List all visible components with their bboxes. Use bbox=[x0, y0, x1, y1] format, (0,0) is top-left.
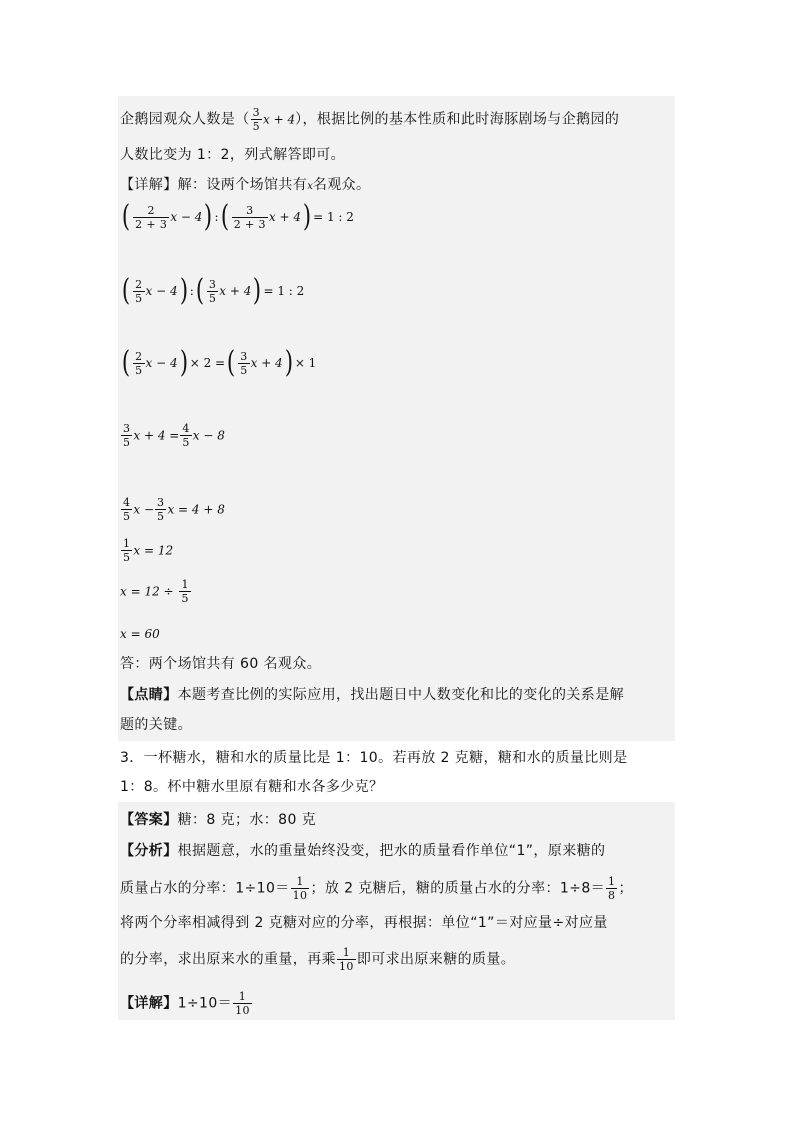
equation-8: x = 60 bbox=[120, 627, 160, 641]
solution-line-2: 人数比变为 1：2，列式解答即可。 bbox=[120, 147, 346, 163]
answer-3: 【答案】糖：8 克；水：80 克 bbox=[120, 812, 317, 828]
analysis-line-4: 的分率，求出原来水的重量，再乘 $\frac{1}{10}$ 即可求出原来糖的质量。 bbox=[120, 946, 516, 973]
equation-2: ( $\frac{2}{5}$ x − 4) :( $\frac{3}{5}$ x + 4) = 1 : 2 bbox=[121, 273, 305, 308]
detail-3: 【详解】1÷10＝ $\frac{1}{10}$ bbox=[120, 990, 250, 1017]
equation-3: ( $\frac{2}{5}$ x − 4) × 2 =( $\frac{3}{5}$ x + 4) × 1 bbox=[121, 345, 317, 380]
detail-line: 【详解】解：设两个场馆共有x名观众。 bbox=[120, 177, 371, 193]
equation-5: $\frac{4}{5}$ x − $\frac{3}{5}$ x = 4 + 8 bbox=[123, 496, 225, 523]
comment-line-2: 题的关键。 bbox=[120, 717, 192, 733]
equation-7: x = 12 ÷ $\frac{1}{5}$ bbox=[120, 578, 189, 605]
equation-6: $\frac{1}{5}$ x = 12 bbox=[123, 537, 174, 564]
analysis-line-1: 【分析】根据题意，水的重量始终没变，把水的质量看作单位“1”，原来糖的 bbox=[120, 843, 606, 859]
analysis-line-3: 将两个分率相减得到 2 克糖对应的分率，再根据：单位“1”＝对应量÷对应量 bbox=[120, 915, 608, 931]
question-3-line-2: 1：8。杯中糖水里原有糖和水各多少克？ bbox=[120, 779, 384, 795]
answer-line: 答：两个场馆共有 60 名观众。 bbox=[120, 656, 322, 672]
comment-line-1: 【点睛】本题考查比例的实际应用，找出题日中人数变化和比的变化的关系是解 bbox=[120, 687, 625, 703]
question-3-line-1: 3．一杯糖水，糖和水的质量比是 1：10。若再放 2 克糖，糖和水的质量比则是 bbox=[120, 750, 628, 766]
analysis-line-2: 质量占水的分率：1÷10＝ $\frac{1}{10}$ ；放 2 克糖后，糖的质量占水的分率：1÷8＝ $\frac{1}{8}$ ； bbox=[120, 875, 633, 902]
equation-1: ( $\frac{2}{2 + 3}$ x − 4) :( $\frac{3}{2 + 3}$ x + 4) = 1 : 2 bbox=[121, 199, 354, 234]
solution-shade-2 bbox=[118, 802, 675, 1020]
fraction: $\frac{3}{5}$ bbox=[252, 106, 261, 133]
solution-line-1: 企鹅园观众人数是（ $\frac{3}{5}$ x + 4），根据比例的基本性质和此时海豚剧场与企鹅园的 bbox=[120, 106, 620, 133]
equation-4: $\frac{3}{5}$ x + 4 = $\frac{4}{5}$ x − 8 bbox=[123, 422, 225, 449]
